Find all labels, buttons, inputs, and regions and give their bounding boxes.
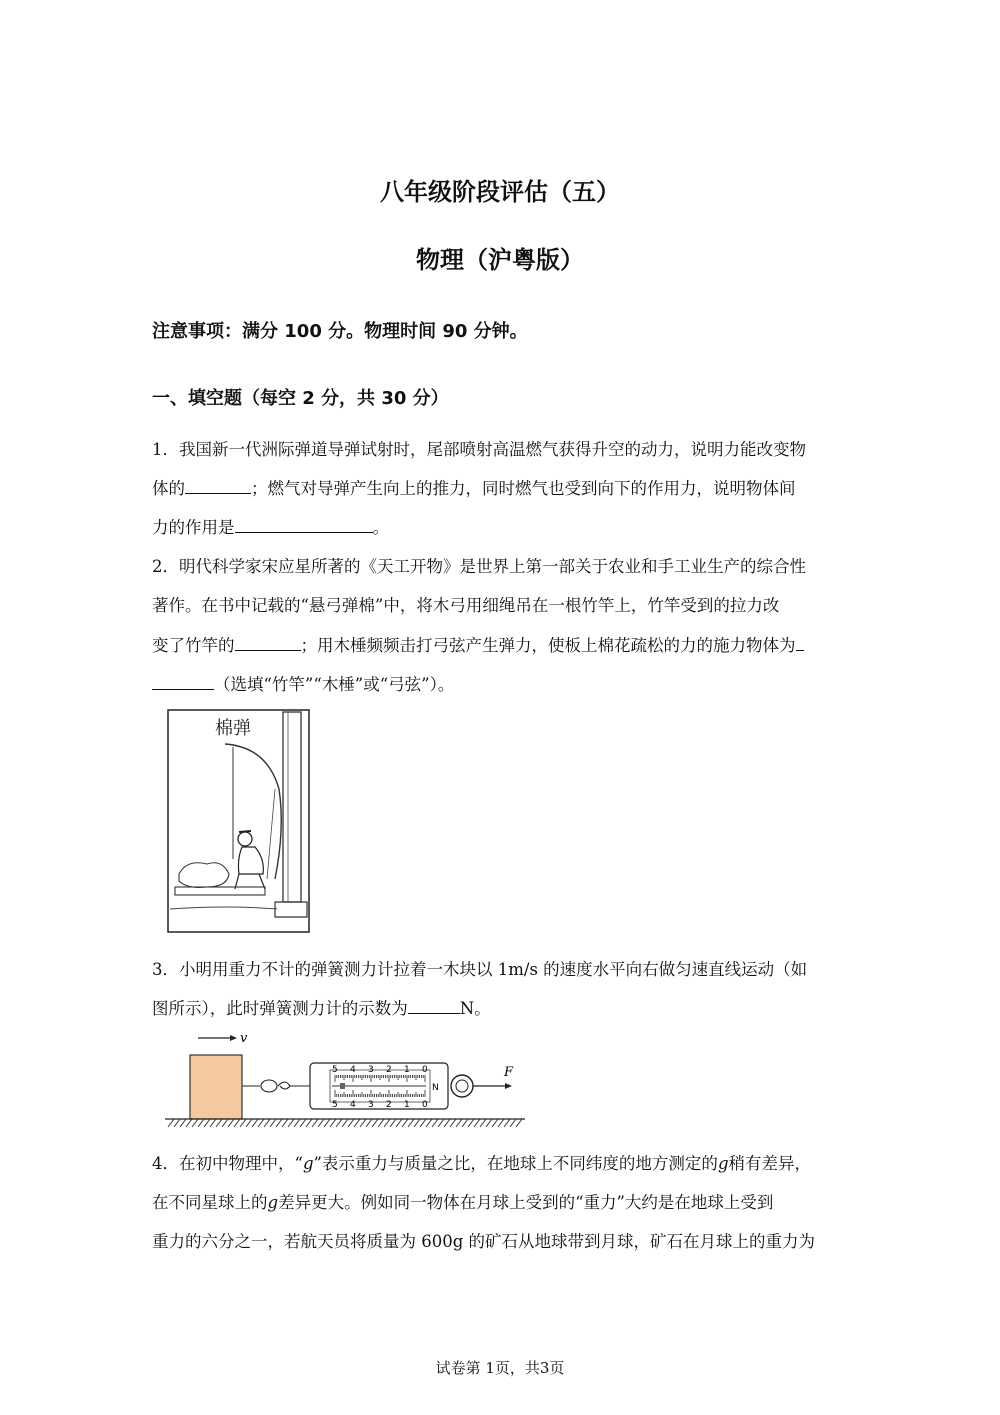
section-title: 一、填空题（每空 2 分，共 30 分） [152,388,449,409]
q4-text: 4．在初中物理中，“ [152,1154,303,1173]
q1-line3 [152,518,389,538]
q4-text: 在不同星球上的 [152,1193,268,1212]
q4-text: 差异更大。例如同一物体在月球上受到的“重力”大约是在地球上受到 [278,1193,774,1212]
velocity-label: v [240,1031,248,1046]
q2-line3 [152,636,804,656]
scale-tick-label: 5 [332,1065,338,1075]
scale-tick-label: 1 [404,1100,410,1110]
q1-text: 力的作用是 [152,518,235,537]
scale-tick-label: 1 [404,1065,410,1075]
q4-text: 稍有差异， [728,1154,811,1173]
q2-line2: 著作。在书中记载的“悬弓弹棉”中，将木弓用细绳吊在一根竹竿上，竹竿受到的拉力改 [152,596,780,615]
answer-blank[interactable] [408,999,460,1014]
q1-line2 [152,479,796,499]
answer-blank[interactable] [235,636,301,651]
scale-tick-label: 0 [422,1100,428,1110]
q3-line1: 3．小明用重力不计的弹簧测力计拉着一木块以 1m/s 的速度水平向右做匀速直线运动（如 [152,960,808,979]
wood-block [190,1055,242,1119]
q1-text: 。 [372,518,389,537]
q3-text: N。 [459,999,491,1018]
force-label: F [504,1065,514,1080]
q2-text: （选填“竹竿”“木棰”或“弓弦”）。 [214,675,455,694]
q2-line1: 2．明代科学家宋应星所著的《天工开物》是世界上第一部关于农业和手工业生产的综合性 [152,557,806,576]
scale-tick-label: 0 [422,1065,428,1075]
q3-line2 [152,999,491,1019]
unit-label: N [432,1083,439,1093]
answer-blank[interactable] [796,636,804,651]
q4-line2 [152,1193,773,1213]
g-symbol: g [267,1193,279,1212]
scale-tick-label: 3 [368,1100,374,1110]
spring-scale-figure [160,1030,530,1135]
figure-label: 棉弹 [215,718,251,739]
scale-tick-label: 2 [386,1100,392,1110]
ground-hatch [168,1119,522,1127]
scale-tick-label: 2 [386,1065,392,1075]
scale-tick-label: 4 [350,1065,356,1075]
cotton-bow-figure [167,709,310,933]
q3-text: 图所示），此时弹簧测力计的示数为 [152,999,408,1018]
g-symbol: g [717,1154,729,1173]
scale-tick-label: 5 [332,1100,338,1110]
page-title: 八年级阶段评估（五） [380,178,620,206]
scale-tick-label: 3 [368,1065,374,1075]
answer-blank[interactable] [235,518,373,533]
q2-line4 [152,675,454,695]
answer-blank[interactable] [152,675,214,690]
q1-text: ；燃气对导弹产生向上的推力，同时燃气也受到向下的作用力，说明物体间 [251,479,796,498]
page-subtitle: 物理（沪粤版） [416,246,584,274]
answer-blank[interactable] [185,479,251,494]
q4-line1 [152,1154,811,1174]
g-symbol: g [302,1154,314,1173]
notice: 注意事项：满分 100 分。物理时间 90 分钟。 [152,321,528,342]
scale-tick-label: 4 [350,1100,356,1110]
q1-text: 体的 [152,479,185,498]
q4-text: ”表示重力与质量之比，在地球上不同纬度的地方测定的 [313,1154,718,1173]
q2-text: 变了竹竿的 [152,636,235,655]
q2-text: ；用木棰频频击打弓弦产生弹力，使板上棉花疏松的力的施力物体为 [300,636,796,655]
q1-line1: 1．我国新一代洲际弹道导弹试射时，尾部喷射高温燃气获得升空的动力，说明力能改变物 [152,440,806,459]
q4-line3: 重力的六分之一，若航天员将质量为 600g 的矿石从地球带到月球，矿石在月球上的重力为 [152,1232,816,1251]
page-footer: 试卷第 1页，共3页 [435,1359,565,1377]
